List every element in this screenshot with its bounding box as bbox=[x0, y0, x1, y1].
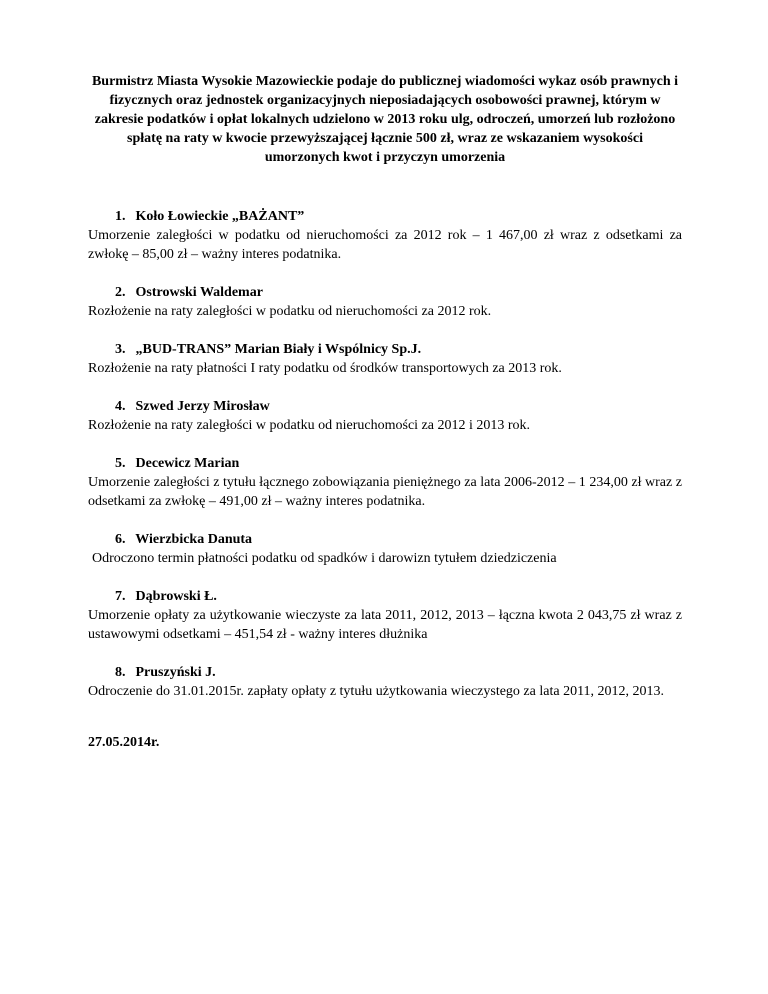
entry-name: Wierzbicka Danuta bbox=[135, 532, 253, 547]
entry-number: 3. bbox=[115, 342, 126, 357]
entry-text: Rozłożenie na raty zaległości w podatku od nieruchomości za 2012 rok. bbox=[88, 304, 492, 319]
list-item-5 bbox=[88, 454, 682, 511]
entry-number: 1. bbox=[115, 209, 126, 224]
entry-text: Umorzenie zaległości z tytułu łącznego zobowiązania pieniężnego za lata 2006-2012 – 1 234,00 zł wraz z odsetkami za zwłokę – 491,00 zł – ważny interes podatnika. bbox=[88, 475, 682, 509]
entry-title bbox=[88, 530, 682, 549]
entry-title bbox=[88, 283, 682, 302]
entry-number: 5. bbox=[115, 456, 126, 471]
entry-name: Pruszyński J. bbox=[135, 665, 216, 680]
entry-number: 4. bbox=[115, 399, 126, 414]
entry-name: Decewicz Marian bbox=[135, 456, 240, 471]
list-item-6 bbox=[88, 530, 682, 568]
entry-text: Odroczono termin płatności podatku od spadków i darowizn tytułem dziedziczenia bbox=[92, 551, 557, 566]
entry-name: Ostrowski Waldemar bbox=[135, 285, 263, 300]
entry-number: 6. bbox=[115, 532, 126, 547]
entry-title bbox=[88, 587, 682, 606]
entry-number: 8. bbox=[115, 665, 126, 680]
entry-title bbox=[88, 454, 682, 473]
entry-number: 7. bbox=[115, 589, 126, 604]
entry-text: Umorzenie zaległości w podatku od nieruchomości za 2012 rok – 1 467,00 zł wraz z odsetkami za zwłokę – 85,00 zł – ważny interes podatnika. bbox=[88, 228, 682, 262]
entry-text: Rozłożenie na raty płatności I raty podatku od środków transportowych za 2013 rok. bbox=[88, 361, 562, 376]
entry-name: Szwed Jerzy Mirosław bbox=[135, 399, 270, 414]
entry-name: Dąbrowski Ł. bbox=[135, 589, 217, 604]
entry-name: „BUD-TRANS” Marian Biały i Wspólnicy Sp.J. bbox=[135, 342, 422, 357]
entry-text: Umorzenie opłaty za użytkowanie wieczyste za lata 2011, 2012, 2013 – łączna kwota 2 043,75 zł wraz z ustawowymi odsetkami – 451,54 zł - ważny interes dłużnika bbox=[88, 608, 682, 642]
list-item-8 bbox=[88, 663, 682, 701]
document-page bbox=[88, 72, 682, 752]
document-date: 27.05.2014r. bbox=[88, 735, 160, 750]
list-item-7 bbox=[88, 587, 682, 644]
entry-name: Koło Łowieckie „BAŻANT” bbox=[135, 209, 305, 224]
document-heading: Burmistrz Miasta Wysokie Mazowieckie podaje do publicznej wiadomości wykaz osób prawnych i fizycznych oraz jednostek organizacyjnych nieposiadających osobowości prawnej, którym w zakresie podatków i opłat lokalnych udzielono w 2013 roku ulg, odroczeń, umorzeń lub rozłożono spłatę na raty w kwocie przewyższającej łącznie 500 zł, wraz ze wskazaniem wysokości umorzonych kwot i przyczyn umorzenia bbox=[91, 74, 679, 165]
list-item-4 bbox=[88, 397, 682, 435]
list-item-1 bbox=[88, 207, 682, 264]
list-item-2 bbox=[88, 283, 682, 321]
entry-number: 2. bbox=[115, 285, 126, 300]
entry-text: Odroczenie do 31.01.2015r. zapłaty opłaty z tytułu użytkowania wieczystego za lata 2011, 2012, 2013. bbox=[88, 684, 665, 699]
entry-title bbox=[88, 207, 682, 226]
entry-title bbox=[88, 397, 682, 416]
list-item-3 bbox=[88, 340, 682, 378]
entry-title bbox=[88, 340, 682, 359]
entry-title bbox=[88, 663, 682, 682]
entry-text: Rozłożenie na raty zaległości w podatku od nieruchomości za 2012 i 2013 rok. bbox=[88, 418, 531, 433]
